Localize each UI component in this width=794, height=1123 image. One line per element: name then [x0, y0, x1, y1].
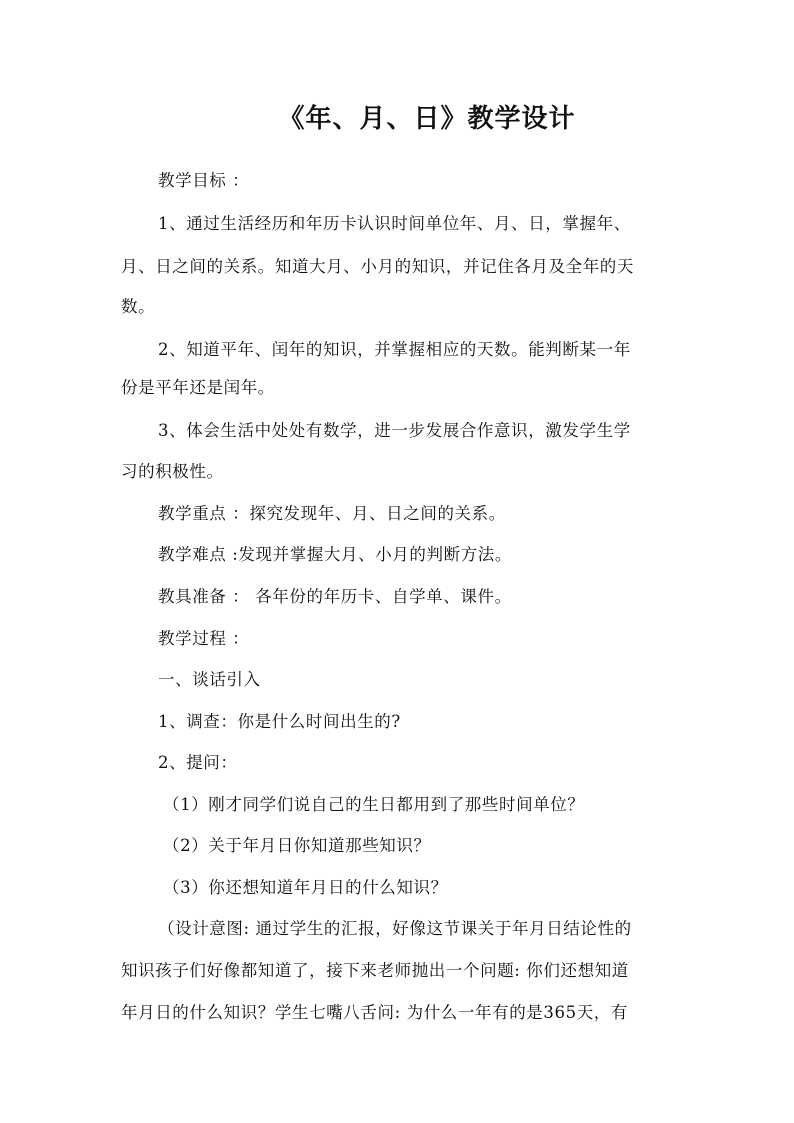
paragraph-materials: 教具准备 ： 各年份的年历卡、自学单、课件。 — [158, 587, 512, 606]
list-item: （3）你还想知道年月日的什么知识？ — [163, 878, 448, 897]
paragraph-key-points: 教学重点 ：探究发现年、月、日之间的关系。 — [158, 504, 506, 523]
paragraph-line: 知识孩子们好像都知道了，接下来老师抛出一个问题: 你们还想知道 — [121, 961, 629, 980]
section-heading-process: 教学过程 ： — [158, 629, 250, 648]
paragraph-line: 习的积极性。 — [121, 462, 224, 481]
section-heading-intro: 一、谈话引入 — [158, 670, 261, 689]
list-item: （2）关于年月日你知道那些知识？ — [163, 836, 431, 855]
paragraph-line: （设计意图: 通过学生的汇报，好像这节课关于年月日结论性的 — [158, 919, 632, 938]
paragraph-line: 月、日之间的关系。知道大月、小月的知识，并记住各月及全年的天 — [121, 257, 634, 276]
paragraph-difficulties: 教学难点 :发现并掌握大月、小月的判断方法。 — [158, 545, 513, 564]
list-item: 1、调查：你是什么时间出生的? — [158, 712, 401, 731]
list-item: 2、提问： — [158, 753, 238, 772]
paragraph-line: 年月日的什么知识？学生七嘴八舌问: 为什么一年有的是365天，有 — [121, 1003, 628, 1022]
paragraph-line: 数。 — [121, 297, 156, 316]
paragraph-line: 2、知道平年、闰年的知识，并掌握相应的天数。能判断某一年 — [158, 340, 631, 359]
paragraph-line: 1、通过生活经历和年历卡认识时间单位年、月、日，掌握年、 — [158, 214, 631, 233]
section-heading-objectives: 教学目标 ： — [158, 171, 250, 190]
document-title: 《年、月、日》教学设计 — [278, 104, 576, 134]
list-item: （1）刚才同学们说自己的生日都用到了那些时间单位？ — [163, 795, 585, 814]
paragraph-line: 份是平年还是闰年。 — [121, 378, 275, 397]
paragraph-line: 3、体会生活中处处有数学，进一步发展合作意识，激发学生学 — [158, 421, 631, 440]
